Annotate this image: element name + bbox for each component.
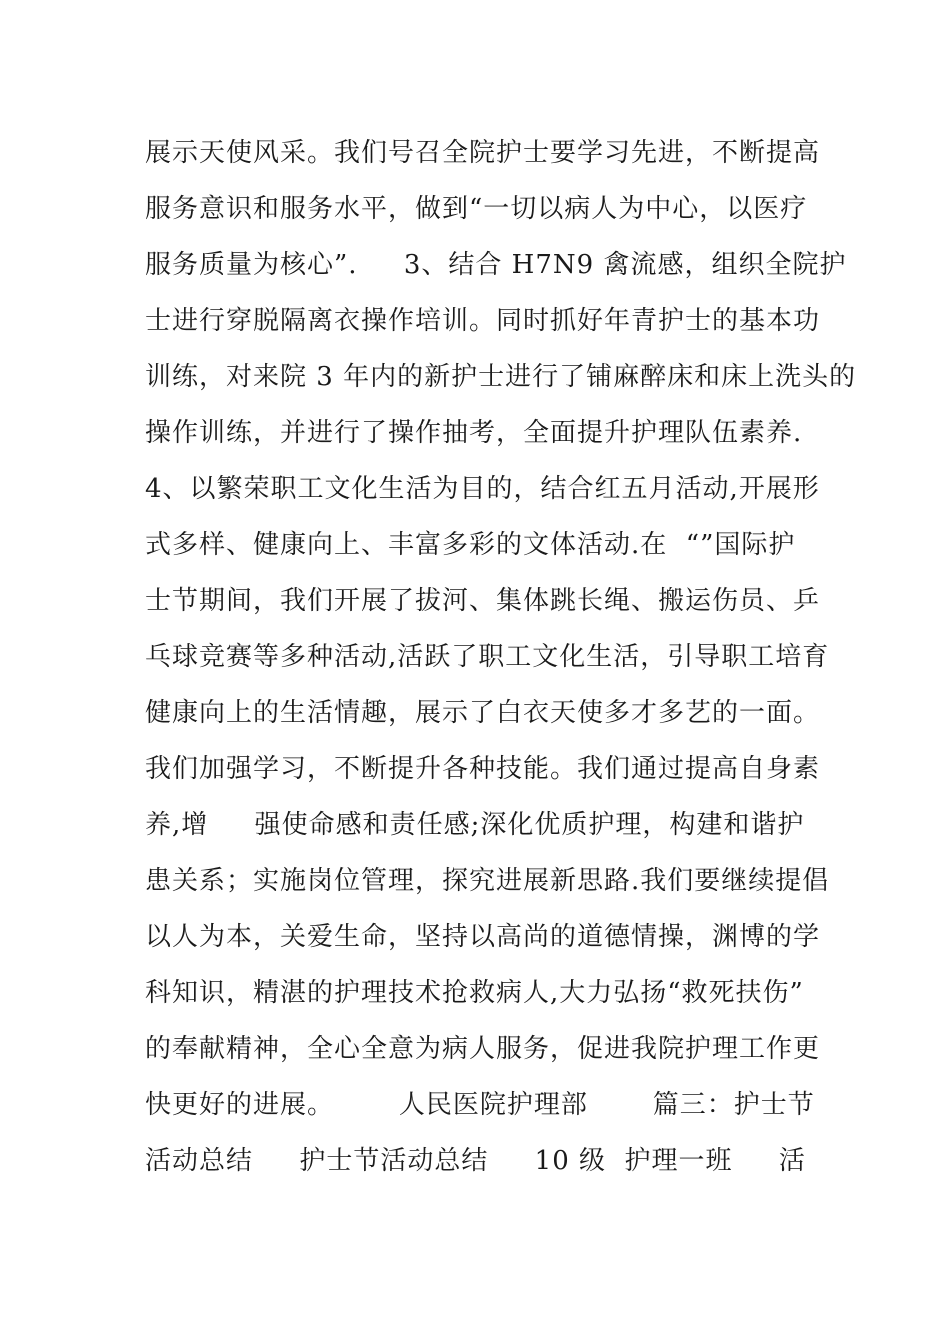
text-line: 患关系；实施岗位管理，探究进展新思路.我们要继续提倡 (145, 866, 830, 896)
text-line: 活动总结 护士节活动总结 10 级 护理一班 活 (145, 1146, 806, 1176)
text-line: 健康向上的生活情趣，展示了白衣天使多才多艺的一面。 (145, 698, 821, 728)
text-line: 士节期间，我们开展了拔河、集体跳长绳、搬运伤员、乒 (145, 586, 821, 616)
text-line: 乓球竞赛等多种活动,活跃了职工文化生活，引导职工培育 (145, 642, 830, 672)
text-line: 养,增 强使命感和责任感;深化优质护理，构建和谐护 (145, 810, 805, 840)
text-line: 服务意识和服务水平，做到“一切以病人为中心，以医疗 (145, 194, 808, 224)
text-line: 服务质量为核心”. 3、结合 H7N9 禽流感，组织全院护 (145, 250, 847, 280)
text-line: 式多样、健康向上、丰富多彩的文体活动.在 “”国际护 (145, 530, 796, 560)
text-line: 以人为本，关爱生命，坚持以高尚的道德情操，渊博的学 (145, 922, 821, 952)
text-line: 士进行穿脱隔离衣操作培训。同时抓好年青护士的基本功 (145, 306, 821, 336)
text-line: 训练，对来院 3 年内的新护士进行了铺麻醉床和床上洗头的 (145, 362, 857, 392)
text-line: 操作训练，并进行了操作抽考，全面提升护理队伍素养. (145, 418, 803, 448)
text-line: 快更好的进展。 人民医院护理部 篇三：护士节 (145, 1090, 815, 1120)
text-line: 的奉献精神，全心全意为病人服务，促进我院护理工作更 (145, 1034, 821, 1064)
text-line: 展示天使风采。我们号召全院护士要学习先进，不断提高 (145, 138, 821, 168)
text-line: 科知识，精湛的护理技术抢救病人,大力弘扬“救死扶伤” (145, 978, 804, 1008)
body-text (145, 125, 857, 1189)
text-line: 4、以繁荣职工文化生活为目的，结合红五月活动,开展形 (145, 474, 820, 504)
text-line: 我们加强学习，不断提升各种技能。我们通过提高自身素 (145, 754, 821, 784)
